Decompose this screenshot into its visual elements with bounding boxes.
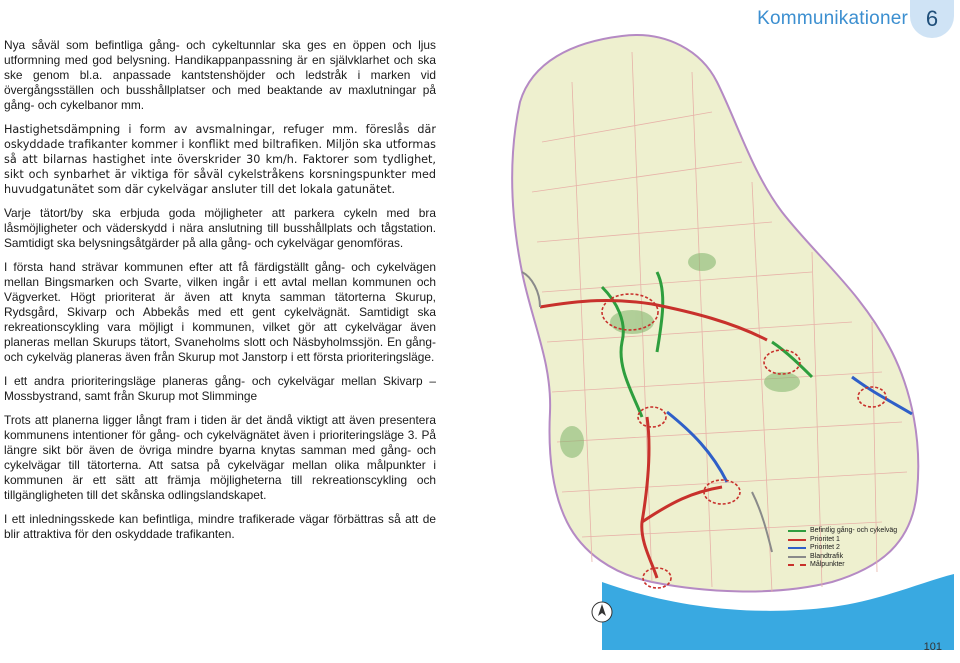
legend-item-existing (788, 527, 908, 536)
body-text (4, 38, 436, 551)
north-arrow-icon (592, 602, 612, 622)
paragraph: I första hand strävar kommunen efter att få färdigställt gång- och cykelvägen mellan Bingsmarken och Svarte, vilken ingår i ett avtal mellan kommunen och Vägverket. Högt prioriterat är även att knyta samman tätorterna Skurup, Rydsgård, Skivarp och Abbekås med ett gent cykelvägnät. Samtidigt ska rekreationscykling vara möjligt i kommunen, vilket gör att cykelvägar även planeras mellan Skurups tätort, Svaneholms slott och Näsbyholmssjön. En gång- och cykelväg planeras även från Skurup mot Janstorp i ett första prioriteringsläge. (4, 260, 436, 364)
legend-swatch (788, 564, 806, 566)
paragraph: Varje tätort/by ska erbjuda goda möjligheter att parkera cykeln med bra låsmöjligheter och väderskydd i nära anslutning till busshållplats och tågstation. Samtidigt ska belysningsåtgärder på alla gång- och cykelvägar genomföras. (4, 206, 436, 250)
paragraph: Trots att planerna ligger långt fram i tiden är det ändå viktigt att även presentera kommunens intentioner för gång- och cykelvägnätet även i prioriteringsläge 3. På längre sikt bör även de övriga mindre byarna knytas samman med gång- och cykelvägar till tätorterna. Att satsa på cykelvägar mellan olika målpunkter i kommunen är ett sätt att främja möjligheterna till rekreationscykling och tillgängligheten till det skånska odlingslandskapet. (4, 413, 436, 502)
legend-swatch (788, 556, 806, 558)
map-legend (788, 527, 908, 570)
legend-item-priority-1 (788, 536, 908, 545)
legend-label: Befintlig gång- och cykelväg (810, 527, 898, 534)
legend-item-mixed-traffic (788, 553, 908, 562)
legend-swatch (788, 530, 806, 532)
legend-swatch (788, 539, 806, 541)
paragraph: Hastighetsdämpning i form av avsmalningar, refuger mm. föreslås där oskyddade trafikanter kommer i konflikt med biltrafiken. Miljön ska utformas så att bilarnas hastighet inte överskrider 30 km/h. Faktorer som tydlighet, sikt och synbarhet är viktiga för såväl cykelstråkens korsningspunkter med huvudgatunätet som där cykelvägar ansluter till det lokala gatunätet. (4, 123, 436, 196)
paragraph: Nya såväl som befintliga gång- och cykeltunnlar ska ges en öppen och ljus utformning med god belysning. Handikappanpassning är en självklarhet och ska ske genom bl.a. anpassade kantstenshöjder och ledstråk i marken vid övergångsställen och busshållplatser och med beaktande av maxlutningar på gång- och cykelbanor mm. (4, 38, 436, 112)
chapter-number: 6 (925, 6, 939, 31)
legend-item-priority-2 (788, 544, 908, 553)
section-title: Kommunikationer (757, 8, 908, 29)
paragraph: I ett andra prioriteringsläge planeras gång- och cykelvägar mellan Skivarp – Mossbystrand, samt från Skurup mot Slimminge (4, 374, 436, 403)
legend-label: Prioritet 1 (810, 535, 840, 543)
legend-label: Prioritet 2 (810, 544, 840, 551)
page-number: 101 (923, 641, 942, 653)
paragraph: I ett inledningsskede kan befintliga, mindre trafikerade vägar förbättras så att de blir attraktiva för den oskyddade trafikanten. (4, 512, 436, 541)
legend-label: Målpunkter (810, 561, 845, 568)
legend-item-destinations (788, 561, 908, 570)
municipality-land (512, 35, 918, 591)
legend-swatch (788, 547, 806, 549)
legend-label: Blandtrafik (810, 552, 844, 560)
